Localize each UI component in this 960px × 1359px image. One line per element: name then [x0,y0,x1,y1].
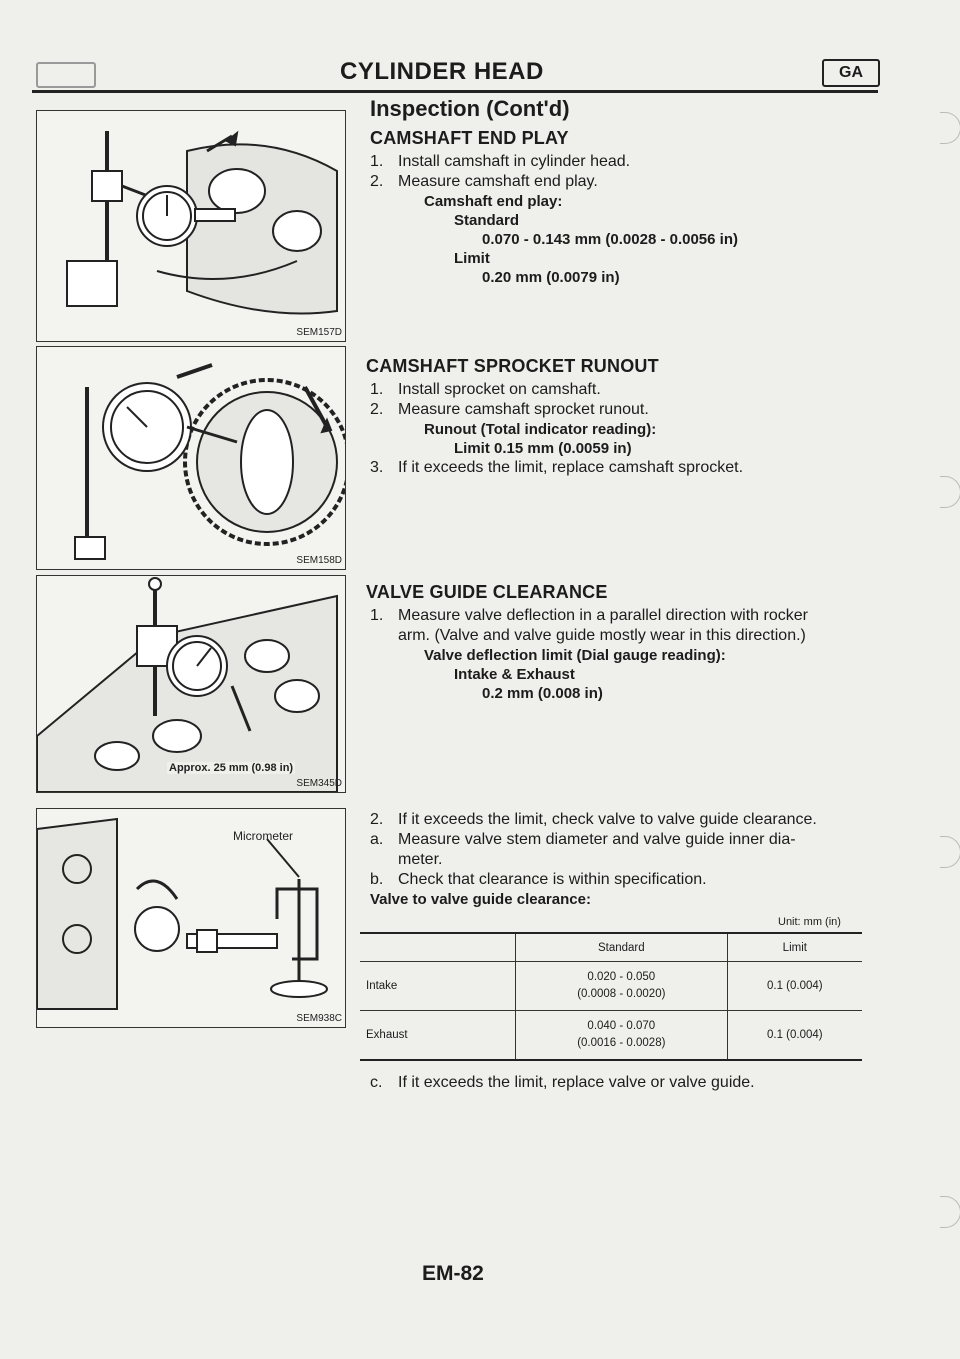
step-text: arm. (Valve and valve guide mostly wear in this direction.) [398,627,806,644]
step-text: If it exceeds the limit, check valve to valve guide clearance. [398,811,817,828]
section-heading-sprocket: CAMSHAFT SPROCKET RUNOUT [366,356,659,376]
standard-mm: 0.020 - 0.050 [587,971,656,983]
binding-hole [940,1196,960,1228]
binding-hole [940,112,960,144]
table-cell-name: Exhaust [360,1011,516,1061]
figure-sprocket-runout [36,346,346,570]
figure-micrometer [36,808,346,1028]
figure-callout: Approx. 25 mm (0.98 in) [169,762,294,774]
step-text: If it exceeds the limit, replace valve or valve guide. [398,1074,755,1091]
step-text: Install sprocket on camshaft. [398,381,601,398]
table-cell-name: Intake [360,962,516,1011]
micrometer-illustration [37,809,345,1027]
spec-value: 0.2 mm (0.008 in) [482,685,603,702]
step-text: If it exceeds the limit, replace camshaft sprocket. [398,459,744,476]
table-header: Limit [727,933,862,962]
table-cell-standard [516,962,728,1011]
table-cell-limit: 0.1 (0.004) [727,1011,862,1061]
spec-sublabel: Standard [454,212,520,229]
step-number: a. [370,831,384,848]
figure-code: SEM158D [296,555,342,566]
step-text: meter. [398,851,443,868]
table-header: Standard [516,933,728,962]
spec-label: Runout (Total indicator reading): [424,421,657,438]
step-number: 1. [370,153,384,170]
step-text: Install camshaft in cylinder head. [398,153,631,170]
spec-label: Valve deflection limit (Dial gauge reading): [424,647,726,664]
header-rule [32,90,878,93]
step-text: Measure camshaft sprocket runout. [398,401,649,418]
camshaft-dial-illustration [37,111,345,341]
spec-sublabel: Limit [454,250,490,267]
step-text: Measure camshaft end play. [398,173,598,190]
binding-hole [940,836,960,868]
page-subtitle: Inspection (Cont'd) [370,96,570,121]
figure-valve-deflection [36,575,346,793]
step-text: Measure valve deflection in a parallel direction with rocker [398,607,808,624]
sprocket-dial-illustration [37,347,345,569]
valve-deflection-illustration [37,576,345,792]
table-header-row [360,933,862,962]
table-cell-limit: 0.1 (0.004) [727,962,862,1011]
table-header [360,933,516,962]
table-row [360,962,862,1011]
spec-sublabel: Intake & Exhaust [454,666,575,683]
step-number: 1. [370,607,384,624]
step-number: b. [370,871,384,888]
step-number: 1. [370,381,384,398]
section-tab [36,62,96,88]
step-number: 2. [370,173,384,190]
step-number: 3. [370,459,384,476]
step-number: 2. [370,401,384,418]
page-title: CYLINDER HEAD [340,58,544,85]
spec-value: Limit 0.15 mm (0.0059 in) [454,440,632,457]
section-heading-valve-guide: VALVE GUIDE CLEARANCE [366,582,608,602]
spec-value: 0.070 - 0.143 mm (0.0028 - 0.0056 in) [482,231,738,248]
clearance-table [360,932,862,1061]
table-unit: Unit: mm (in) [778,916,841,928]
figure-code: SEM345D [296,778,342,789]
step-number: 2. [370,811,384,828]
standard-in: (0.0016 - 0.0028) [577,1037,666,1049]
standard-in: (0.0008 - 0.0020) [577,988,666,1000]
step-text: Check that clearance is within specification. [398,871,707,888]
figure-camshaft-end-play [36,110,346,342]
page-number: EM-82 [422,1262,484,1285]
spec-value: 0.20 mm (0.0079 in) [482,269,620,286]
figure-code: SEM157D [296,327,342,338]
standard-mm: 0.040 - 0.070 [587,1020,656,1032]
step-number: c. [370,1074,383,1091]
section-heading-end-play: CAMSHAFT END PLAY [370,128,569,148]
figure-callout: Micrometer [233,829,294,843]
spec-label: Camshaft end play: [424,193,563,210]
table-row [360,1011,862,1061]
table-cell-standard [516,1011,728,1061]
step-text: Measure valve stem diameter and valve guide inner dia- [398,831,796,848]
figure-code: SEM938C [296,1013,342,1024]
engine-badge: GA [822,59,880,87]
spec-label: Valve to valve guide clearance: [370,891,591,908]
binding-hole [940,476,960,508]
